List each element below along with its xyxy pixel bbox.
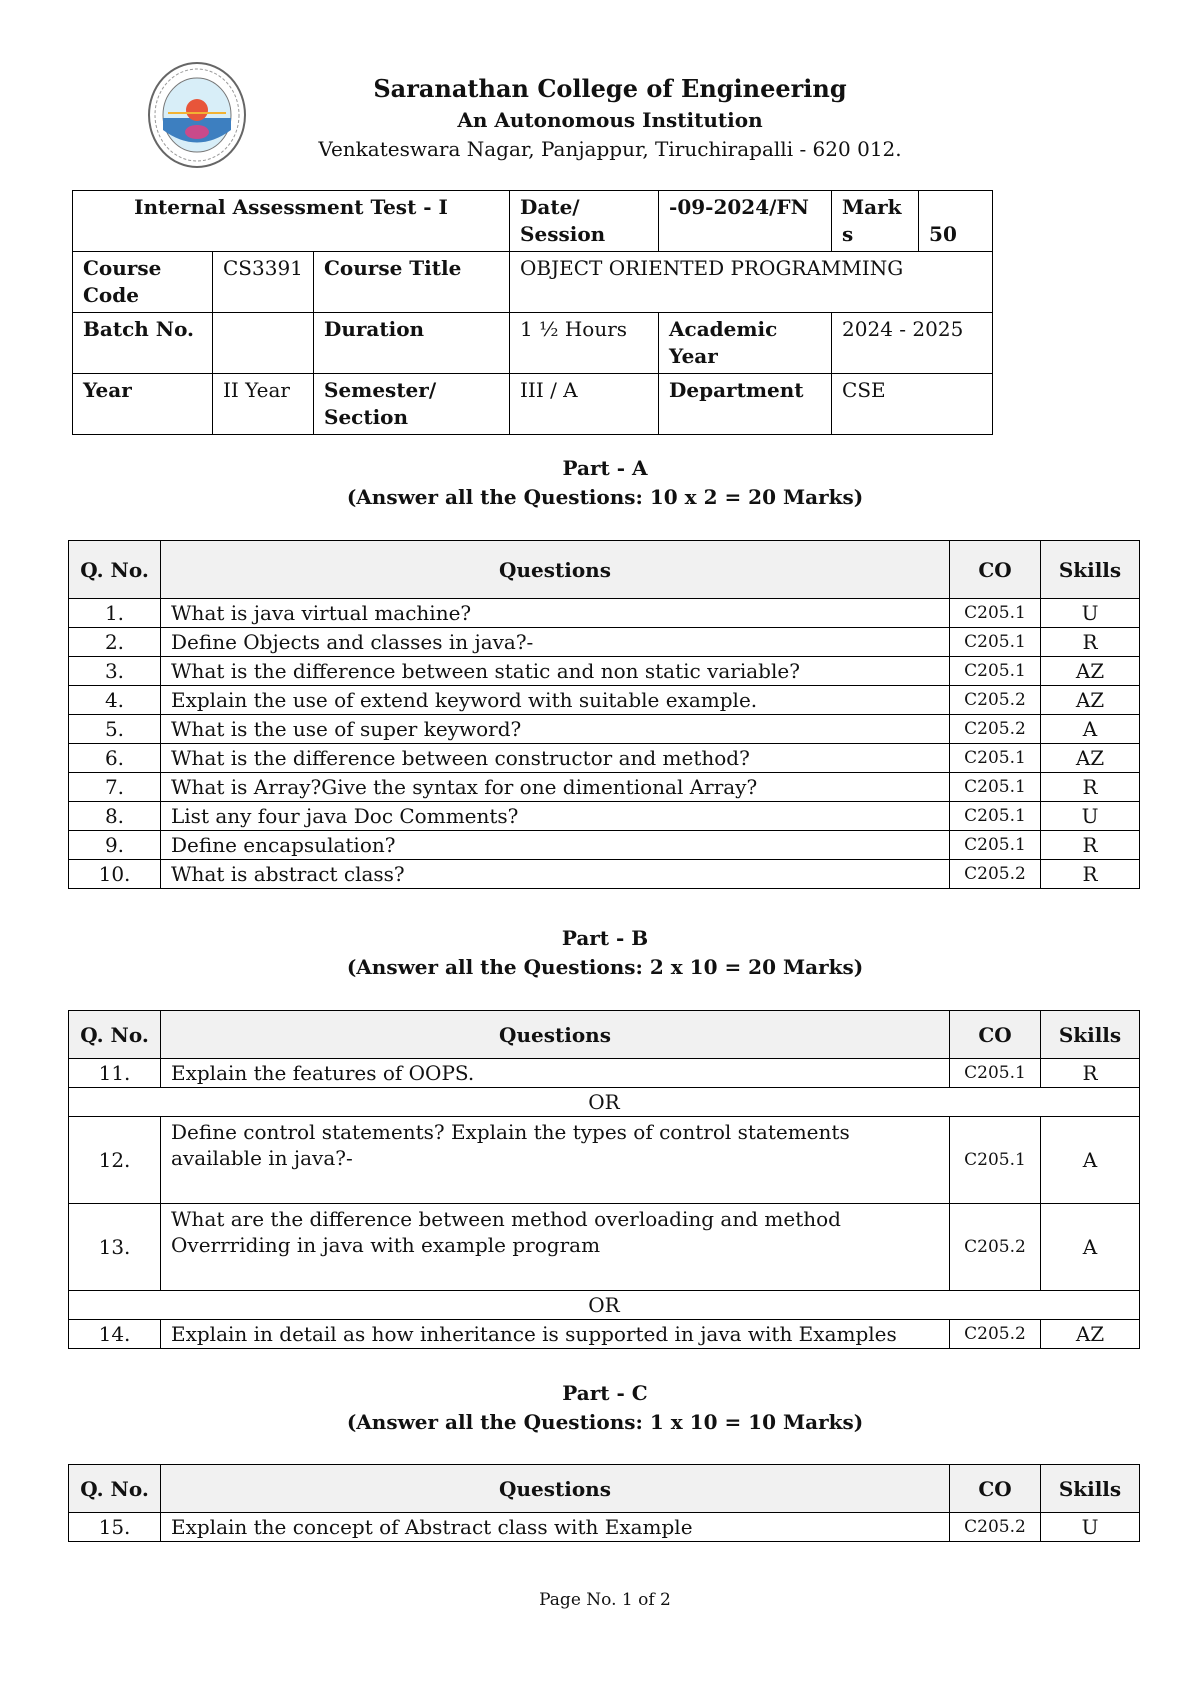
question-text: What is abstract class?	[161, 860, 950, 889]
table-header-row	[69, 1465, 1140, 1513]
question-text: Explain in detail as how inheritance is supported in java with Examples	[161, 1320, 950, 1349]
question-row-10	[69, 860, 1140, 889]
or-row	[69, 1088, 1140, 1117]
course-code-value: CS3391	[213, 252, 314, 313]
question-text: What is the use of super keyword?	[161, 715, 950, 744]
page-number: Page No. 1 of 2	[539, 1590, 671, 1610]
question-text: What is Array?Give the syntax for one dimentional Array?	[161, 773, 950, 802]
col-header-co: CO	[950, 1011, 1041, 1059]
col-header-skills: Skills	[1041, 1011, 1140, 1059]
part-a-title: Part - A	[562, 456, 648, 480]
skill-level: R	[1041, 860, 1140, 889]
question-text: Define Objects and classes in java?-	[161, 628, 950, 657]
question-number: 5.	[69, 715, 161, 744]
course-outcome: C205.1	[950, 831, 1041, 860]
question-text: Explain the features of OOPS.	[161, 1059, 950, 1088]
institution-status: An Autonomous Institution	[457, 108, 763, 132]
part-c-title: Part - C	[562, 1381, 648, 1405]
duration-label: Duration	[314, 313, 510, 374]
test-title: Internal Assessment Test - I	[73, 191, 510, 252]
marks-value: 50	[919, 191, 993, 252]
col-header-questions: Questions	[161, 541, 950, 599]
skill-level: U	[1041, 802, 1140, 831]
course-outcome: C205.2	[950, 715, 1041, 744]
question-text: Define encapsulation?	[161, 831, 950, 860]
question-number: 3.	[69, 657, 161, 686]
question-number: 11.	[69, 1059, 161, 1088]
table-header-row	[69, 1011, 1140, 1059]
year-value: II Year	[213, 374, 314, 435]
skill-level: R	[1041, 773, 1140, 802]
question-row-7	[69, 773, 1140, 802]
academic-year-label: Academic Year	[659, 313, 832, 374]
course-outcome: C205.1	[950, 1059, 1041, 1088]
col-header-questions: Questions	[161, 1011, 950, 1059]
question-row-4	[69, 686, 1140, 715]
year-label: Year	[73, 374, 213, 435]
part-a-body	[69, 599, 1140, 889]
col-header-skills: Skills	[1041, 1465, 1140, 1513]
question-text: List any four java Doc Comments?	[161, 802, 950, 831]
date-session-value: -09-2024/FN	[659, 191, 832, 252]
semester-label: Semester/ Section	[314, 374, 510, 435]
part-c-instruction: (Answer all the Questions: 1 x 10 = 10 Marks)	[346, 1410, 864, 1434]
course-outcome: C205.1	[950, 802, 1041, 831]
question-number: 13.	[69, 1204, 161, 1291]
skill-level: U	[1041, 1513, 1140, 1542]
skill-level: A	[1041, 715, 1140, 744]
course-outcome: C205.2	[950, 1320, 1041, 1349]
course-outcome: C205.2	[950, 1204, 1041, 1291]
or-row	[69, 1291, 1140, 1320]
question-row-5	[69, 715, 1140, 744]
col-header-qno: Q. No.	[69, 1465, 161, 1513]
skill-level: AZ	[1041, 744, 1140, 773]
col-header-qno: Q. No.	[69, 1011, 161, 1059]
question-text: Explain the use of extend keyword with suitable example.	[161, 686, 950, 715]
part-a-table	[68, 540, 1140, 889]
course-outcome: C205.2	[950, 1513, 1041, 1542]
semester-value: III / A	[510, 374, 659, 435]
question-number: 9.	[69, 831, 161, 860]
question-number: 14.	[69, 1320, 161, 1349]
question-number: 8.	[69, 802, 161, 831]
question-text: Explain the concept of Abstract class with Example	[161, 1513, 950, 1542]
duration-value: 1 ½ Hours	[510, 313, 659, 374]
part-a-instruction: (Answer all the Questions: 10 x 2 = 20 Marks)	[346, 485, 864, 509]
part-b-title: Part - B	[561, 926, 649, 950]
course-outcome: C205.1	[950, 657, 1041, 686]
question-row-13	[69, 1204, 1140, 1291]
col-header-qno: Q. No.	[69, 541, 161, 599]
question-row-8	[69, 802, 1140, 831]
course-title-label: Course Title	[314, 252, 510, 313]
question-text: What is the difference between static and non static variable?	[161, 657, 950, 686]
question-row-6	[69, 744, 1140, 773]
question-text: What is java virtual machine?	[161, 599, 950, 628]
skill-level: A	[1041, 1204, 1140, 1291]
course-title-value: OBJECT ORIENTED PROGRAMMING	[510, 252, 993, 313]
part-b-instruction: (Answer all the Questions: 2 x 10 = 20 Marks)	[346, 955, 864, 979]
skill-level: U	[1041, 599, 1140, 628]
skill-level: AZ	[1041, 1320, 1140, 1349]
date-session-label: Date/ Session	[510, 191, 659, 252]
col-header-co: CO	[950, 541, 1041, 599]
question-text: What is the difference between constructor and method?	[161, 744, 950, 773]
or-label: OR	[69, 1291, 1140, 1320]
question-row-9	[69, 831, 1140, 860]
course-outcome: C205.2	[950, 860, 1041, 889]
department-label: Department	[659, 374, 832, 435]
marks-label: Mark s	[832, 191, 919, 252]
question-row-15	[69, 1513, 1140, 1542]
batch-label: Batch No.	[73, 313, 213, 374]
course-outcome: C205.1	[950, 773, 1041, 802]
exam-info-table	[72, 190, 993, 435]
question-number: 7.	[69, 773, 161, 802]
question-number: 4.	[69, 686, 161, 715]
col-header-skills: Skills	[1041, 541, 1140, 599]
skill-level: A	[1041, 1117, 1140, 1204]
col-header-co: CO	[950, 1465, 1041, 1513]
course-outcome: C205.1	[950, 744, 1041, 773]
course-outcome: C205.1	[950, 1117, 1041, 1204]
question-number: 10.	[69, 860, 161, 889]
course-outcome: C205.1	[950, 628, 1041, 657]
question-row-14	[69, 1320, 1140, 1349]
college-name: Saranathan College of Engineering	[373, 74, 847, 103]
course-outcome: C205.1	[950, 599, 1041, 628]
col-header-questions: Questions	[161, 1465, 950, 1513]
skill-level: R	[1041, 628, 1140, 657]
question-row-3	[69, 657, 1140, 686]
skill-level: AZ	[1041, 686, 1140, 715]
question-row-2	[69, 628, 1140, 657]
question-number: 1.	[69, 599, 161, 628]
question-number: 6.	[69, 744, 161, 773]
academic-year-value: 2024 - 2025	[832, 313, 993, 374]
batch-value	[213, 313, 314, 374]
course-outcome: C205.2	[950, 686, 1041, 715]
question-text: What are the difference between method overloading and method Overrriding in java with example program	[161, 1204, 950, 1291]
question-row-11	[69, 1059, 1140, 1088]
question-number: 2.	[69, 628, 161, 657]
part-c-table	[68, 1464, 1140, 1542]
table-header-row	[69, 541, 1140, 599]
course-code-label: Course Code	[73, 252, 213, 313]
department-value: CSE	[832, 374, 993, 435]
skill-level: R	[1041, 831, 1140, 860]
question-row-12	[69, 1117, 1140, 1204]
question-number: 15.	[69, 1513, 161, 1542]
skill-level: AZ	[1041, 657, 1140, 686]
or-label: OR	[69, 1088, 1140, 1117]
question-row-1	[69, 599, 1140, 628]
skill-level: R	[1041, 1059, 1140, 1088]
question-text: Define control statements? Explain the types of control statements available in java?-	[161, 1117, 950, 1204]
question-number: 12.	[69, 1117, 161, 1204]
college-address: Venkateswara Nagar, Panjappur, Tiruchirapalli - 620 012.	[318, 137, 902, 161]
part-b-table	[68, 1010, 1140, 1349]
